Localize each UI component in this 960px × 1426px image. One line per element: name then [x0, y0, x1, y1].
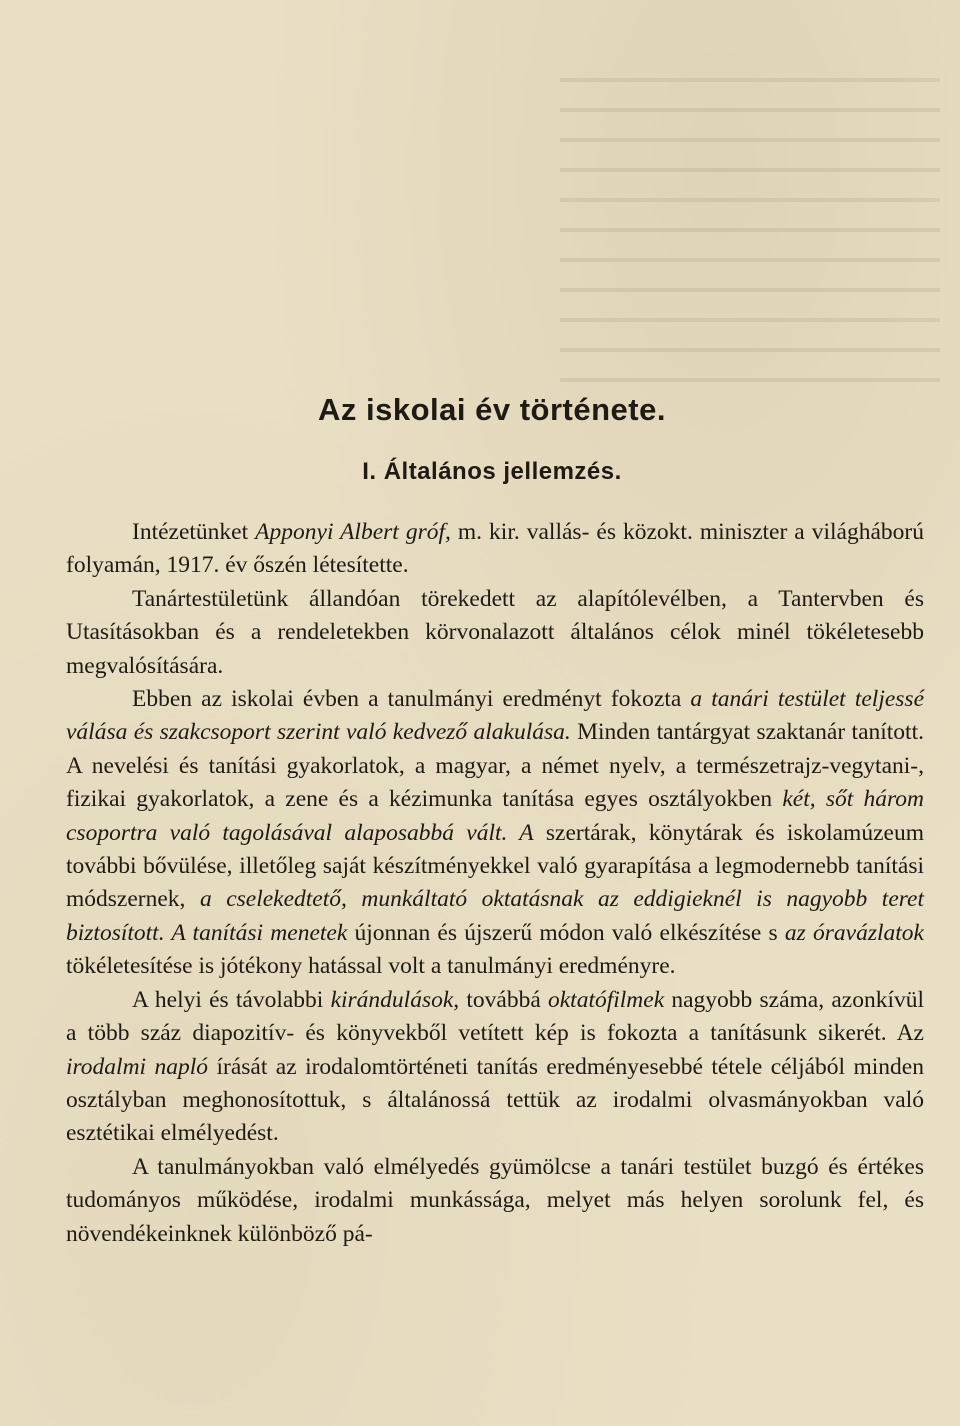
paragraph	[66, 984, 924, 1151]
italic-run: irodalmi napló	[66, 1053, 209, 1080]
italic-run: a cselekedtető, munkáltató oktatásnak az eddigieknél is nagyobb teret biztosított. A tanítási menetek	[66, 886, 925, 946]
text-run: Tanártestületünk állandóan törekedett az alapítólevélben, a Tantervben és Utasításokban és a rendeletekben körvonalazott általános célok minél tökéletesebb megvalósítására.	[66, 585, 924, 679]
text-run: újonnan és újszerű módon való elkészítése s	[347, 919, 785, 946]
italic-run: kirándulások,	[330, 986, 460, 1013]
text-run: Minden tantárgyat szaktanár tanított. A nevelési és tanítási gyakorlatok, a magyar, a német nyelv, a természetrajz-vegytani-, fizikai gyakorlatok, a zene és a kézimunka tanítása egyes osztályokben	[66, 719, 924, 813]
italic-run: oktatófilmek	[547, 986, 665, 1013]
bleed-through-texture	[560, 60, 940, 390]
paragraph	[66, 583, 924, 683]
section-heading: I. Általános jellemzés.	[362, 458, 622, 485]
text-run: Ebben az iskolai évben a tanulmányi eredményt fokozta	[132, 686, 691, 713]
italic-run: két, sőt három csoportra való tagolásával alaposabbá vált. A	[66, 786, 924, 846]
italic-run: Apponyi Albert gróf,	[255, 519, 451, 545]
paragraph	[66, 683, 924, 984]
page-title: Az iskolai év története.	[318, 392, 666, 427]
text-run: A helyi és távolabbi	[132, 986, 331, 1013]
body-text	[66, 516, 924, 1251]
text-run: A tanulmányokban való elmélyedés gyümölcse a tanári testület buzgó és értékes tudományos működése, irodalmi munkássága, melyet más helyen sorolunk fel, és növendékeinknek különböző pá-	[66, 1153, 924, 1247]
text-run: továbbá	[459, 986, 548, 1013]
paragraph	[66, 516, 924, 583]
italic-run: a tanári testület teljessé válása és szakcsoport szerint való kedvező alakulása.	[66, 686, 925, 746]
text-run: m. kir. vallás- és közokt. miniszter a világháború folyamán, 1917. év őszén létesítette.	[66, 519, 924, 579]
text-run: nagyobb száma, azonkívül a több száz diapozitív- és könyvekből vetített kép is fokozta a tanításunk sikerét. Az	[66, 986, 924, 1047]
text-run: tökéletesítése is jótékony hatással volt a tanulmányi eredményre.	[66, 953, 676, 980]
paragraph	[66, 1151, 924, 1251]
text-run: írását az irodalomtörténeti tanítás eredményesebbé tétele céljából minden osztályban meghonosítottuk, s általánossá tettük az irodalmi olvasmányokban való esztétikai elmélyedést.	[66, 1053, 924, 1147]
italic-run: az óravázlatok	[784, 919, 924, 946]
text-run: Intézetünket	[132, 519, 256, 545]
text-run: szertárak, könytárak és iskolamúzeum további bővülése, illetőleg saját készítményekkel való gyarapítása a legmodernebb tanítási módszernek,	[66, 819, 924, 913]
